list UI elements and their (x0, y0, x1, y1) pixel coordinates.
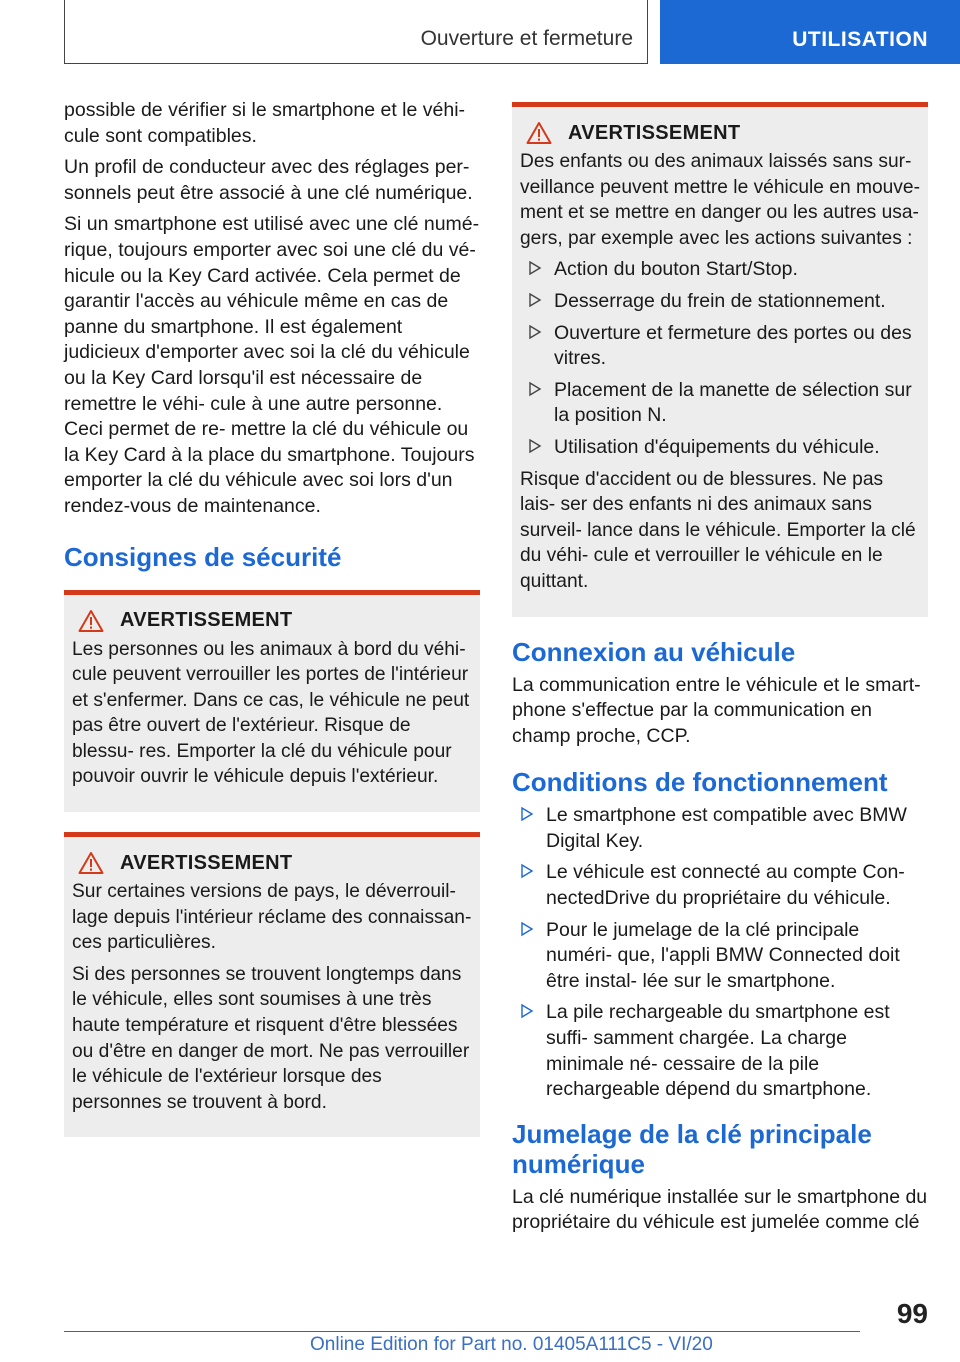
left-column (64, 98, 480, 1157)
triangle-bullet-icon (520, 863, 534, 879)
triangle-bullet-icon (520, 806, 534, 822)
list-item: Action du bouton Start/Stop. (520, 257, 920, 283)
warning-triangle-icon (78, 851, 104, 875)
header-chapter-title: UTILISATION (792, 28, 928, 51)
warning-text-1: Sur certaines versions de pays, le déverrouil- lage depuis l'intérieur réclame des connaissan- ces particulières. (72, 881, 472, 954)
warning-triangle-icon (78, 609, 104, 633)
list-item: Pour le jumelage de la clé principale numéri- que, l'appli BMW Connected doit être instal- lée sur le smartphone. (512, 918, 928, 995)
connexion-text: La communication entre le véhicule et le smart- phone s'effectue par la communication en champ proche, CCP. (512, 673, 921, 747)
warning-box-1 (64, 590, 480, 813)
warning-box-3 (512, 102, 928, 617)
warning-title-row (72, 851, 472, 875)
triangle-bullet-icon (528, 324, 542, 340)
section-heading-conditions: Conditions de fonctionnement (512, 767, 888, 798)
triangle-bullet-icon (528, 381, 542, 397)
list-item: Placement de la manette de sélection sur la position N. (520, 378, 920, 429)
conditions-list (512, 803, 928, 1103)
list-item: Desserrage du frein de stationnement. (520, 289, 920, 315)
warning-text-2: Risque d'accident ou de blessures. Ne pas lais- ser des enfants ni des animaux sans surveil- lance dans le véhicule. Emporter la clé du véhi- cule et verrouiller le véhicule en le quittant. (520, 468, 916, 592)
footer-edition: Online Edition for Part no. 01405A111C5 - VI/20 (310, 1334, 713, 1355)
intro-paragraph-3: Si un smartphone est utilisé avec une clé numé- rique, toujours emporter avec soi une clé du vé- hicule ou la Key Card activée. Cela permet de garantir l'accès au véhicule même en cas de panne du smartphone. Il est également judicieux d'emporter avec soi la clé du véhicule ou la Key Card lorsqu'il est nécessaire de remettre le véhi- cule à une autre personne. Ceci permet de re- mettre la clé du véhicule ou la Key Card à la place du smartphone. Toujours emporter la clé du véhicule avec soi lors d'un rendez-vous de maintenance. (64, 213, 480, 517)
triangle-bullet-icon (520, 1003, 534, 1019)
header-chapter-tab (660, 0, 960, 64)
header-section-title: Ouverture et fermeture (420, 27, 633, 50)
list-item: La pile rechargeable du smartphone est suffi- samment chargée. La charge minimale né- cessaire de la pile rechargeable dépend du smartphone. (512, 1000, 928, 1102)
intro-paragraph-1: possible de vérifier si le smartphone et le véhi- cule sont compatibles. (64, 99, 466, 147)
footer-divider (64, 1331, 860, 1332)
header-section-box (64, 0, 648, 64)
warning-title-row (520, 121, 920, 145)
triangle-bullet-icon (528, 292, 542, 308)
right-column (512, 102, 928, 1242)
list-item: Utilisation d'équipements du véhicule. (520, 435, 920, 461)
warning-text: Les personnes ou les animaux à bord du véhi- cule peuvent verrouiller les portes de l'intérieur et s'enfermer. Dans ce cas, le véhicule ne peut pas être ouvert de l'extérieur. Risque de blessu- res. Emporter la clé du véhicule pour pouvoir ouvrir le véhicule depuis l'extérieur. (72, 638, 470, 788)
jumelage-text: La clé numérique installée sur le smartphone du propriétaire du véhicule est jumelée comme clé (512, 1185, 928, 1234)
triangle-bullet-icon (520, 921, 534, 937)
section-heading-connexion: Connexion au véhicule (512, 636, 796, 667)
list-item: Ouverture et fermeture des portes ou des vitres. (520, 321, 920, 372)
warning-text: Des enfants ou des animaux laissés sans sur- veillance peuvent mettre le véhicule en mouve- ment et se mettre en danger ou les autres usa- gers, par exemple avec les actions suivantes : (520, 151, 920, 249)
triangle-bullet-icon (528, 438, 542, 454)
warning-list (520, 257, 920, 460)
warning-triangle-icon (526, 121, 552, 145)
warning-text-2: Si des personnes se trouvent longtemps dans le véhicule, elles sont soumises à une très haute température et risquent d'être blessées ou d'être en danger de mort. Ne pas verrouiller le véhicule de l'extérieur lorsque des personnes se trouvent à bord. (72, 963, 470, 1113)
list-item: Le smartphone est compatible avec BMW Digital Key. (512, 803, 928, 854)
triangle-bullet-icon (528, 260, 542, 276)
warning-title: AVERTISSEMENT (120, 609, 293, 631)
warning-title: AVERTISSEMENT (568, 121, 741, 144)
warning-title-row (72, 609, 472, 633)
section-heading-safety: Consignes de sécurité (64, 541, 342, 572)
section-heading-jumelage: Jumelage de la clé principale numérique (512, 1118, 872, 1179)
intro-paragraph-2: Un profil de conducteur avec des réglages per- sonnels peut être associé à une clé numérique. (64, 156, 473, 204)
warning-box-2 (64, 832, 480, 1137)
page-number: 99 (896, 1298, 928, 1329)
list-item: Le véhicule est connecté au compte Con- nectedDrive du propriétaire du véhicule. (512, 860, 928, 911)
warning-title: AVERTISSEMENT (120, 851, 293, 874)
